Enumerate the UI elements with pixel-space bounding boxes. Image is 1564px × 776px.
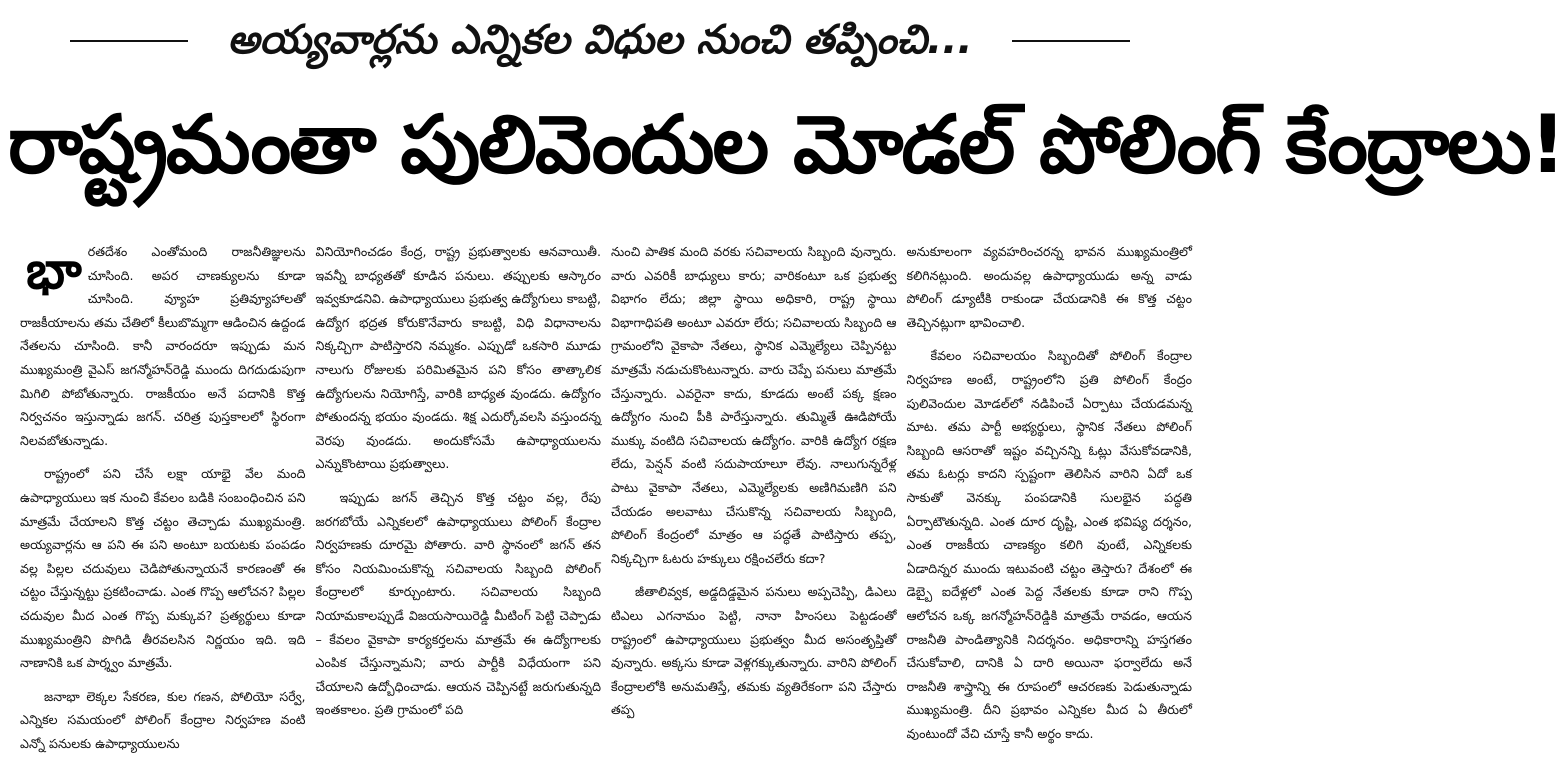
paragraph-text: రతదేశం ఎంతోమంది రాజనీతిజ్ఞులను చూసింది. అపర చాణక్యులను కూడా చూసింది. వ్యూహ ప్రతివ్యూహాలతో రాజకీయాలను తమ చేతిలో కీలుబొమ్మగా ఆడించిన ఉద్దండ నేతలను చూసింది. కానీ వారందరూ ఇప్పుడు మన ముఖ్యమంత్రి వైఎస్ జగన్మోహన్‌రెడ్డి ముందు దిగదుడుపుగా మిగిలి పోబోతున్నారు. రాజకీయం అనే పదానికి కొత్త నిర్వచనం ఇస్తున్నాడు జగన్. చరిత్ర పుస్తకాలలో స్థిరంగా నిలవబోతున్నాడు. <box>20 244 306 448</box>
main-headline: రాష్ట్రమంతా పులివెందుల మోడల్ పోలింగ్ కేంద్రాలు! <box>8 98 1564 191</box>
article-paragraph: అనుకూలంగా వ్యవహరించరన్న భావన ముఖ్యమంత్రిలో కలిగినట్లుంది. అందువల్ల ఉపాధ్యాయుడు అన్న వాడు పోలింగ్ డ్యూటీకి రాకుండా చేయడానికి ఈ కొత్త చట్టం తెచ్చినట్లుగా భావించాలి. <box>906 244 1192 330</box>
kicker-rule-left <box>70 40 188 42</box>
article-paragraph: నుంచి పాతిక మంది వరకు సచివాలయ సిబ్బంది వున్నారు. వారు ఎవరికీ బాధ్యులు కారు; వారికంటూ ఒక ప్రభుత్వ విభాగం లేదు; జిల్లా స్థాయి అధికారి, రాష్ట్ర స్థాయి విభాగాధిపతి అంటూ ఎవరూ లేరు; సచివాలయ సిబ్బంది ఆ గ్రామంలోని వైకాపా నేతలు, స్థానిక ఎమ్మెల్యేలు చెప్పినట్టు మాత్రమే నడుచుకొంటున్నారు. వారు చెప్పే పనులు మాత్రమే చేస్తున్నారు. ఎవరైనా కాదు, కూడదు అంటే పక్క క్షణం ఉద్యోగం నుంచి పీకి పారేస్తున్నారు. తుమ్మితే ఊడిపోయే ముక్కు వంటిది సచివాలయ ఉద్యోగం. వారికి ఉద్యోగ రక్షణ లేదు, పెన్షన్ వంటి సదుపాయాలూ లేవు. నాలుగున్నరేళ్ల పాటు వైకాపా నేతలు, ఎమ్మెల్యేలకు అణిగిమణిగి పని చేయడం అలవాటు చేసుకొన్న సచివాలయ సిబ్బంది, పోలింగ్ కేంద్రంలో మాత్రం ఆ పద్ధతే పాటిస్తారు తప్ప, నిక్కచ్చిగా ఓటరు హక్కులు రక్షించలేరు కదా? <box>611 244 897 566</box>
article-column-3 <box>611 240 897 772</box>
kicker-rule-right <box>1012 40 1130 42</box>
article-columns <box>20 240 1192 772</box>
article-paragraph <box>20 240 306 452</box>
article-paragraph: జీతాలివ్వక, అడ్డదిడ్డమైన పనులు అప్పచెప్పి, డిఎలు టిఎలు ఎగనామం పెట్టి, నానా హింసలు పెట్టడంతో రాష్ట్రంలో ఉపాధ్యాయులు ప్రభుత్వం మీద అసంతృప్తితో వున్నారు. అక్కసు కూడా వెళ్లగక్కుతున్నారు. వారిని పోలింగ్ కేంద్రాలలోకి అనుమతిస్తే, తమకు వ్యతిరేకంగా పని చేస్తారు తప్ప <box>611 584 897 718</box>
article-paragraph: వినియోగించడం కేంద్ర, రాష్ట్ర ప్రభుత్వాలకు ఆనవాయితీ. ఇవన్నీ బాధ్యతతో కూడిన పనులు. తప్పులకు ఆస్కారం ఇవ్వకూడనివి. ఉపాధ్యాయులు ప్రభుత్వ ఉద్యోగులు కాబట్టి, ఉద్యోగ భద్రత కోరుకొనేవారు కాబట్టి, విధి విధానాలను నిక్కచ్చిగా పాటిస్తారని నమ్మకం. ఎప్పుడో ఒకసారి మూడు నాలుగు రోజులకు పరిమితమైన పని కోసం తాత్కాలిక ఉద్యోగులను నియోగిస్తే, వారికి బాధ్యత వుండదు. ఉద్యోగం పోతుందన్న భయం వుండదు. శిక్ష ఎదుర్కోవలసి వస్తుందన్న వెరపు వుండదు. అందుకోసమే ఉపాధ్యాయులను ఎన్నుకొంటాయి ప్రభుత్వాలు. <box>315 244 601 472</box>
article-paragraph: రాష్ట్రంలో పని చేసే లక్షా యాభై వేల మంది ఉపాధ్యాయులు ఇక నుంచి కేవలం బడికి సంబంధించిన పని మాత్రమే చేయాలని కొత్త చట్టం తెచ్చాడు ముఖ్యమంత్రి. అయ్యవార్లను ఆ పని ఈ పని అంటూ బయటకు పంపడం వల్ల పిల్లల చదువులు చెడిపోతున్నాయనే కారణంతో ఈ చట్టం చేస్తున్నట్టు ప్రకటించాడు. ఎంత గొప్ప ఆలోచన? పిల్లల చదువుల మీద ఎంత గొప్ప మక్కువ? ప్రత్యర్థులు కూడా ముఖ్యమంత్రిని పొగిడి తీరవలసిన నిర్ణయం ఇది. ఇది నాణానికి ఒక పార్శ్వం మాత్రమే. <box>20 466 306 671</box>
article-paragraph: కేవలం సచివాలయం సిబ్బందితో పోలింగ్ కేంద్రాల నిర్వహణ అంటే, రాష్ట్రంలోని ప్రతి పోలింగ్ కేంద్రం పులివెందుల మోడల్‌లో నడిపించే ఏర్పాటు చేయడమన్న మాట. తమ పార్టీ అభ్యర్థులు, స్థానిక నేతలు పోలింగ్ సిబ్బంది ఆసరాతో ఇష్టం వచ్చినన్ని ఓట్లు వేసుకోవడానికి, తమ ఓటర్లు కాదని స్పష్టంగా తెలిసిన వారిని ఏదో ఒక సాకుతో వెనక్కు పంపడానికి సులభైన పద్ధతి ఏర్పాటౌతున్నది. ఎంత దూర దృష్టి, ఎంత భవిష్య దర్శనం, ఎంత రాజకీయ చాణక్యం కలిగి వుంటే, ఎన్నికలకు ఏడాదిన్నర ముందు ఇటువంటి చట్టం తెస్తారు? దేశంలో ఈ డెబ్బై ఐదేళ్లలో ఎంత పెద్ద నేతలకు కూడా రాని గొప్ప ఆలోచన ఒక్క జగన్మోహన్‌రెడ్డికి మాత్రమే రావడం, ఆయన రాజనీతి పాండిత్యానికి నిదర్శనం. అధికారాన్ని హస్తగతం చేసుకోవాలి, దానికి ఏ దారి అయినా ఫర్వాలేదు అనే రాజనీతి శాస్త్రాన్ని ఈ రూపంలో ఆచరణకు పెడుతున్నాడు ముఖ్యమంత్రి. దీని ప్రభావం ఎన్నికల మీద ఏ తీరులో వుంటుందో వేచి చూస్తే కానీ అర్థం కాదు. <box>906 348 1192 741</box>
article-column-4 <box>907 240 1193 772</box>
drop-cap: భా <box>26 241 82 301</box>
article-paragraph: ఇప్పుడు జగన్ తెచ్చిన కొత్త చట్టం వల్ల, రేపు జరగబోయే ఎన్నికలలో ఉపాధ్యాయులు పోలింగ్ కేంద్రాల నిర్వహణకు దూరమై పోతారు. వారి స్థానంలో జగన్ తన కోసం నియమించుకొన్న సచివాలయ సిబ్బంది పోలింగ్ కేంద్రాలలో కూర్చుంటారు. సచివాలయ సిబ్బంది నియామకాలప్పుడే విజయసాయిరెడ్డి మీటింగ్ పెట్టి చెప్పాడు – కేవలం వైకాపా కార్యకర్తలను మాత్రమే ఈ ఉద్యోగాలకు ఎంపిక చేస్తున్నామని; వారు పార్టీకి విధేయంగా పని చేయాలని ఉద్బోధించాడు. ఆయన చెప్పినట్టే జరుగుతున్నది ఇంతకాలం. ప్రతి గ్రామంలో పది <box>315 489 601 718</box>
kicker-band <box>0 0 1200 82</box>
article-paragraph: జనాభా లెక్కల సేకరణ, కుల గణన, పోలియో సర్వే, ఎన్నికల సమయంలో పోలింగ్ కేంద్రాల నిర్వహణ వంటి ఎన్నో పనులకు ఉపాధ్యాయులను <box>20 688 306 751</box>
article-column-2 <box>316 240 602 772</box>
article-column-1 <box>20 240 306 772</box>
kicker-subheadline: అయ్యవార్లను ఎన్నికల విధుల నుంచి తప్పించి... <box>227 17 973 63</box>
